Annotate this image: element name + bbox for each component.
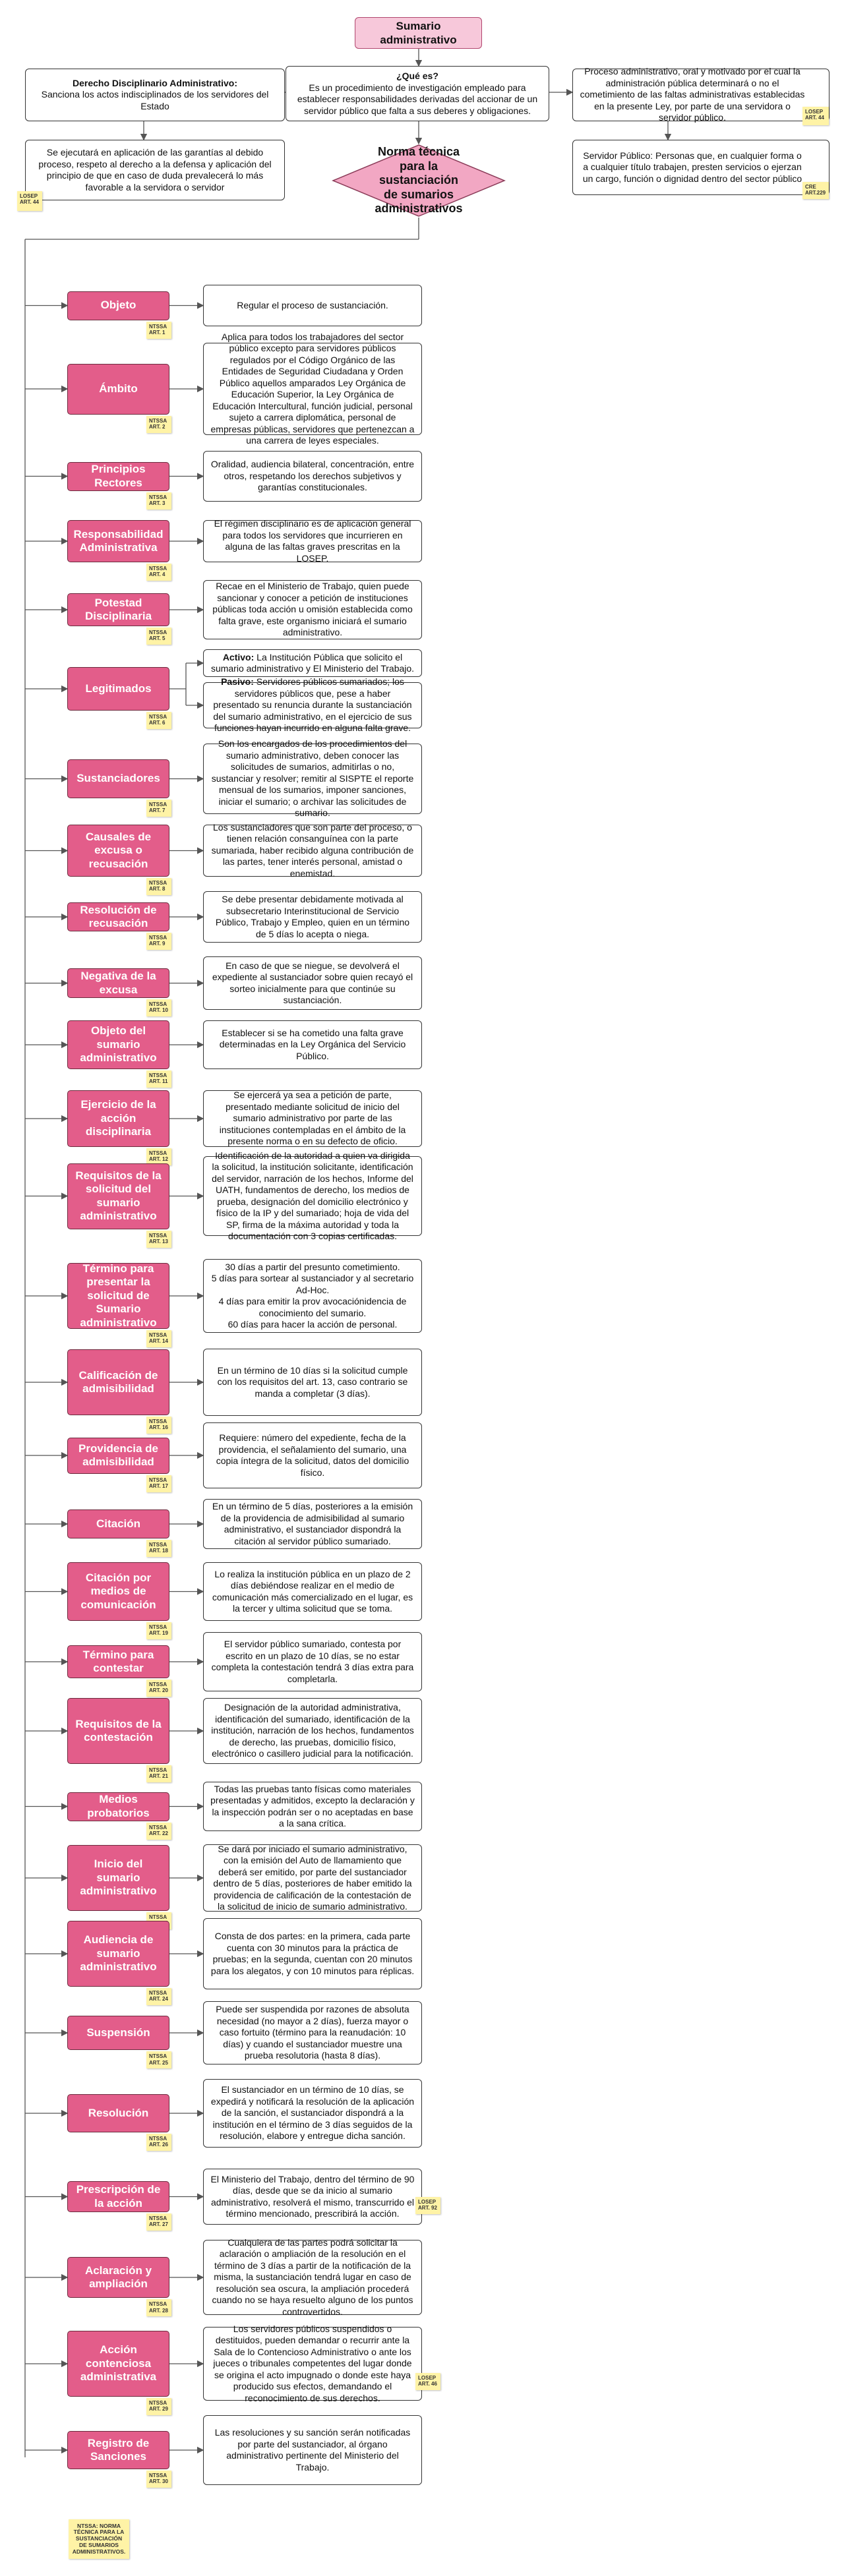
sticky-note-5: NTSSA ART. 5 xyxy=(146,628,171,645)
administrative-process-text: Proceso administrativo, oral y motivado por el cual la administración pública determinará o no el cometimiento de las faltas administrativas establecidas en la presente Ley, por parte de una servidora o servidor público. xyxy=(580,66,805,123)
sticky-note-13: NTSSA ART. 13 xyxy=(146,1231,171,1248)
node-28[interactable]: Acción contenciosa administrativa xyxy=(67,2331,169,2397)
description-28: Los servidores públicos suspendidos o destituidos, pueden demandar o recurrir ante la Sala de lo Contencioso Administrativo o ante los jueces o tribunales competentes del lugar donde se origina el acto impugnado o donde este haya producido sus efectos, demandando el reconocimiento de sus derechos. xyxy=(203,2327,422,2401)
sticky-note-15: NTSSA ART. 16 xyxy=(146,1417,171,1434)
sticky-note-losep-44-right: LOSEP ART. 44 xyxy=(802,107,829,125)
description-21: Todas las pruebas tanto físicas como materiales presentadas y admitidos, excepto la declaración y la inspección podrán ser o no aceptadas en base a la sana crítica. xyxy=(203,1782,422,1831)
pasivo-content xyxy=(210,676,415,734)
sticky-note-10: NTSSA ART. 10 xyxy=(146,999,171,1016)
sticky-note-12: NTSSA ART. 12 xyxy=(146,1148,171,1165)
description-25: El sustanciador en un término de 10 días, se expedirá y notificará la resolución de la aplicación de la sanción, el sustanciador dispondrá a la institución en el término de 3 días seguidos de la resolución, elabore y entregue dicha sanción. xyxy=(203,2079,422,2148)
node-9[interactable]: Resolución de recusación xyxy=(67,902,169,931)
node-23[interactable]: Audiencia de sumario administrativo xyxy=(67,1921,169,1987)
description-13: Identificación de la autoridad a quien va dirigida la solicitud, la institución solicitante, identificación del servidor, narración de los hechos, Informe del UATH, fundamentos de derecho, los medios de prueba, designación del domicilio electrónico y físico de la IP y del sumariado; hoja de vida del SP, firma de la máxima autoridad y toda la documentación con 3 copias certificadas. xyxy=(203,1156,422,1236)
due-process-box xyxy=(25,140,285,200)
legitimados-pasivo-box xyxy=(203,676,422,734)
pasivo-text: Servidores públicos sumariados; los servidores públicos que, pese a haber presentado su renuncia durante la sustanciación del sumario administrativo, en el ejercicio de sus funciones hayan incurrido en alguna falta grave. xyxy=(213,676,412,734)
node-13[interactable]: Requisitos de la solicitud del sumario administrativo xyxy=(67,1163,169,1229)
description-9: Se debe presentar debidamente motivada al subsecretario Interinstitucional de Servicio Público, Trabajo y Empleo, quien en un término de 5 días lo acepta o niega. xyxy=(203,891,422,943)
node-24[interactable]: Suspensión xyxy=(67,2016,169,2051)
node-17[interactable]: Citación xyxy=(67,1509,169,1538)
description-18: Lo realiza la institución pública en un plazo de 2 días debiéndose realizar en el medio de comunicación más comercializado en el lugar, es la tercer y ultima solicitud que se toma. xyxy=(203,1562,422,1621)
description-17: En un término de 5 días, posteriores a la emisión de la providencia de admisibilidad al sumario administrativo, el sustanciador dispondrá la citación al servidor público sumariado. xyxy=(203,1499,422,1549)
sticky-note-19: NTSSA ART. 20 xyxy=(146,1680,171,1697)
description-4: El régimen disciplinario es de aplicación general para todos los servidores que incurrieren en alguna de las faltas graves prescritas en la LOSEP. xyxy=(203,520,422,562)
node-5[interactable]: Potestad Disciplinaria xyxy=(67,593,169,626)
node-16[interactable]: Providencia de admisibilidad xyxy=(67,1438,169,1474)
sticky-note-14: NTSSA ART. 14 xyxy=(146,1330,171,1347)
sticky-note-4: NTSSA ART. 4 xyxy=(146,564,171,581)
sticky-note-25: NTSSA ART. 26 xyxy=(146,2134,171,2151)
node-6[interactable]: Legitimados xyxy=(67,667,169,711)
description-24: Puede ser suspendida por razones de absoluta necesidad (no mayor a 2 días), fuerza mayor o caso fortuito (término para la reanudación: 10 días) y cuando el sustanciador muestre una prueba resolutoria (hasta 8 días). xyxy=(203,2001,422,2064)
definition-text: Es un procedimiento de investigación empleado para establecer responsabilidades derivadas del accionar de un servidor público que falta a sus deberes y obligaciones. xyxy=(297,82,538,116)
node-7[interactable]: Sustanciadores xyxy=(67,759,169,798)
description-10: En caso de que se niegue, se devolverá el expediente al sustanciador sobre quien recayó el sorteo inicialmente para que continúe su sustanciación. xyxy=(203,956,422,1010)
sticky-note-22: NTSSA xyxy=(146,1912,171,1929)
sticky-note-losep-44-left: LOSEP ART. 44 xyxy=(17,191,42,211)
sticky-note-11: NTSSA ART. 11 xyxy=(146,1070,171,1088)
node-18[interactable]: Citación por medios de comunicación xyxy=(67,1562,169,1621)
node-29[interactable]: Registro de Sanciones xyxy=(67,2431,169,2469)
description-2: Aplica para todos los trabajadores del sector público excepto para servidores públicos regulados por el Código Orgánico de las Entidades de Seguridad Ciudadana y Orden Público aquellos amparados Ley Orgánica de Educación Superior, la Ley Orgánica de Educación Intercultural, función judicial, personal sujeto a carrera diplomática, personal de empresas públicas, servidores que pertenezcan a una carrera de leyes especiales. xyxy=(203,343,422,435)
sticky-note-7: NTSSA ART. 7 xyxy=(146,800,171,817)
sticky-note-16: NTSSA ART. 17 xyxy=(146,1475,171,1492)
sticky-note-18: NTSSA ART. 19 xyxy=(146,1622,171,1639)
legitimados-activo-box xyxy=(203,649,422,677)
disciplinary-law-text: Sanciona los actos indisciplinados de los servidores del Estado xyxy=(41,89,269,111)
node-3[interactable]: Principios Rectores xyxy=(67,462,169,491)
description-27: Cualquiera de las partes podrá solicitar la aclaración o ampliación de la resolución en el término de 3 días a partir de la notificación de la misma, la sustanciación tendrá lugar en caso de resolución sea oscura, la ampliación procederá cuando no se haya resuelto alguno de los puntos controvertidos. xyxy=(203,2240,422,2315)
description-11: Establecer si se ha cometido una falta grave determinadas en la Ley Orgánica del Servicio Público. xyxy=(203,1020,422,1069)
description-8: Los sustanciadores que son parte del proceso, o tienen relación consanguínea con la parte sumariada, haber recibido alguna contribución de las partes, tener interés personal, amistad o enemistad. xyxy=(203,825,422,877)
node-2[interactable]: Ámbito xyxy=(67,364,169,415)
sticky-note-2: NTSSA ART. 2 xyxy=(146,416,171,433)
sticky-note-17: NTSSA ART. 18 xyxy=(146,1540,171,1557)
sticky-note-23: NTSSA ART. 24 xyxy=(146,1988,171,2005)
description-12: Se ejercerá ya sea a petición de parte, presentado mediante solicitud de inicio del sumario administrativo por parte de las instituciones contempladas en el ámbito de la presente norma o en su defecto de oficio. xyxy=(203,1090,422,1147)
administrative-process-box xyxy=(572,66,829,123)
sticky-note-cre-229: CRE ART.229 xyxy=(802,182,829,199)
node-26[interactable]: Prescripción de la acción xyxy=(67,2181,169,2212)
public-servant-box xyxy=(572,140,829,195)
description-1: Regular el proceso de sustanciación. xyxy=(203,285,422,326)
sticky-note-24: NTSSA ART. 25 xyxy=(146,2051,171,2068)
node-27[interactable]: Aclaración y ampliación xyxy=(67,2257,169,2298)
sticky-note-26: NTSSA ART. 27 xyxy=(146,2213,171,2231)
technical-norm-diamond xyxy=(332,144,506,218)
disciplinary-law-heading: Derecho Disciplinario Administrativo: xyxy=(73,77,237,88)
legend-sticky-note: NTSSA: NORMA TÉCNICA PARA LA SUSTANCIACIÓN DE SUMARIOS ADMINISTRATIVOS. xyxy=(69,2519,129,2559)
node-4[interactable]: Responsabilidad Administrativa xyxy=(67,520,169,562)
sticky-note-1: NTSSA ART. 1 xyxy=(146,322,171,339)
sticky-note-28: NTSSA ART. 29 xyxy=(146,2398,171,2415)
description-16: Requiere: número del expediente, fecha de la providencia, el señalamiento del sumario, una copia íntegra de la solicitud, datos del domicilio físico. xyxy=(203,1422,422,1488)
node-25[interactable]: Resolución xyxy=(67,2094,169,2132)
activo-text: La Institución Pública que solicito el sumario administrativo y El Ministerio del Trabajo. xyxy=(210,651,415,674)
node-20[interactable]: Requisitos de la contestación xyxy=(67,1698,169,1764)
description-29: Las resoluciones y su sanción serán notificadas por parte del sustanciador, al órgano administrativo pertinente del Ministerio del Trabajo. xyxy=(203,2415,422,2485)
sticky-note-27: NTSSA ART. 28 xyxy=(146,2299,171,2316)
activo-content xyxy=(210,652,415,675)
sticky-note-21: NTSSA ART. 22 xyxy=(146,1823,171,1840)
description-5: Recae en el Ministerio de Trabajo, quien puede sancionar y conocer a petición de instituciones públicas toda acción u omisión establecida como falta grave, este organismo iniciará el sumario administrativo. xyxy=(203,580,422,639)
description-3: Oralidad, audiencia bilateral, concentración, entre otros, respetando los derechos subjetivos y garantías constitucionales. xyxy=(203,451,422,502)
node-21[interactable]: Medios probatorios xyxy=(67,1792,169,1821)
description-23: Consta de dos partes: en la primera, cada parte cuenta con 30 minutos para la práctica de pruebas; en la segunda, cuentan con 20 minutos para los alegatos, y con 10 minutos para réplicas. xyxy=(203,1918,422,1989)
description-20: Designación de la autoridad administrativa, identificación del sumariado, identificación de la institución, narración de los hechos, fundamentos de derecho, las pruebas, domicilio físico, electrónico o casillero judicial para la notificación. xyxy=(203,1698,422,1764)
page-title: Sumario administrativo xyxy=(355,17,482,49)
description-26: El Ministerio del Trabajo, dentro del término de 90 días, desde que se da inicio al sumario administrativo, resolverá el mismo, transcurrido el término mencionado, prescribirá la acción. xyxy=(203,2169,422,2225)
pasivo-label: Pasivo: xyxy=(221,676,254,688)
node-10[interactable]: Negativa de la excusa xyxy=(67,968,169,998)
sticky-note-20: NTSSA ART. 21 xyxy=(146,1765,171,1782)
node-8[interactable]: Causales de excusa o recusación xyxy=(67,825,169,877)
description-15: En un término de 10 días si la solicitud cumple con los requisitos del art. 13, caso contrario se manda a completar (3 días). xyxy=(203,1349,422,1416)
due-process-text: Se ejecutará en aplicación de las garantías al debido proceso, respeto al derecho a la defensa y aplicación del principio de que en caso de duda prevalecerá lo más favorable a la servidora o servidor xyxy=(38,147,272,192)
public-servant-text: Servidor Público: Personas que, en cualquier forma o a cualquier título trabajen, presten servicios o ejerzan un cargo, función o dignidad dentro del sector público xyxy=(582,150,802,184)
sticky-note-8: NTSSA ART. 8 xyxy=(146,878,171,895)
node-22[interactable]: Inicio del sumario administrativo xyxy=(67,1845,169,1911)
description-22: Se dará por iniciado el sumario administrativo, con la emisión del Auto de llamamiento que deberá ser emitido, por parte del sustanciador dentro de 5 días, posteriores de haber emitido la providencia de calificación de la contestación de la solicitud de inicio de sumario administrativo. xyxy=(203,1844,422,1912)
node-14[interactable]: Término para presentar la solicitud de Sumario administrativo xyxy=(67,1263,169,1329)
node-19[interactable]: Término para contestar xyxy=(67,1645,169,1678)
sticky-note-9: NTSSA ART. 9 xyxy=(146,933,171,950)
activo-label: Activo: xyxy=(222,651,255,662)
description-14: 30 días a partir del presunto cometimiento. 5 días para sortear al sustanciador y al secretario Ad-Hoc. 4 días para emitir la prov avocaciónidencia de conocimiento del sumario. 60 días para hacer la acción de personal. xyxy=(203,1259,422,1333)
sticky-note-29: NTSSA ART. 30 xyxy=(146,2471,171,2488)
side-sticky-note-26: LOSEP ART. 92 xyxy=(415,2197,440,2214)
side-sticky-note-28: LOSEP ART. 46 xyxy=(415,2373,440,2390)
node-15[interactable]: Calificación de admisibilidad xyxy=(67,1349,169,1415)
disciplinary-law-box xyxy=(25,69,285,121)
definition-box xyxy=(286,66,549,121)
technical-norm-label: Norma técnica para la sustanciación de sumarios administrativos xyxy=(375,145,463,216)
sticky-note-3: NTSSA ART. 3 xyxy=(146,492,171,510)
node-1[interactable]: Objeto xyxy=(67,291,169,320)
description-19: El servidor público sumariado, contesta por escrito en un plazo de 10 días, se no estar completa la contestación tendrá 3 días extra para completarla. xyxy=(203,1632,422,1691)
node-11[interactable]: Objeto del sumario administrativo xyxy=(67,1020,169,1069)
definition-heading: ¿Qué es? xyxy=(396,71,438,81)
description-7: Son los encargados de los procedimientos del sumario administrativo, deben conocer las solicitudes de sumarios, admitirlas o no, sustanciar y resolver; remitir al SISPTE el reporte mensual de los sumarios, imponer sanciones, iniciar el sumario; o archivar las solicitudes de sumario. xyxy=(203,744,422,814)
sticky-note-6: NTSSA ART. 6 xyxy=(146,712,171,729)
node-12[interactable]: Ejercicio de la acción disciplinaria xyxy=(67,1090,169,1147)
